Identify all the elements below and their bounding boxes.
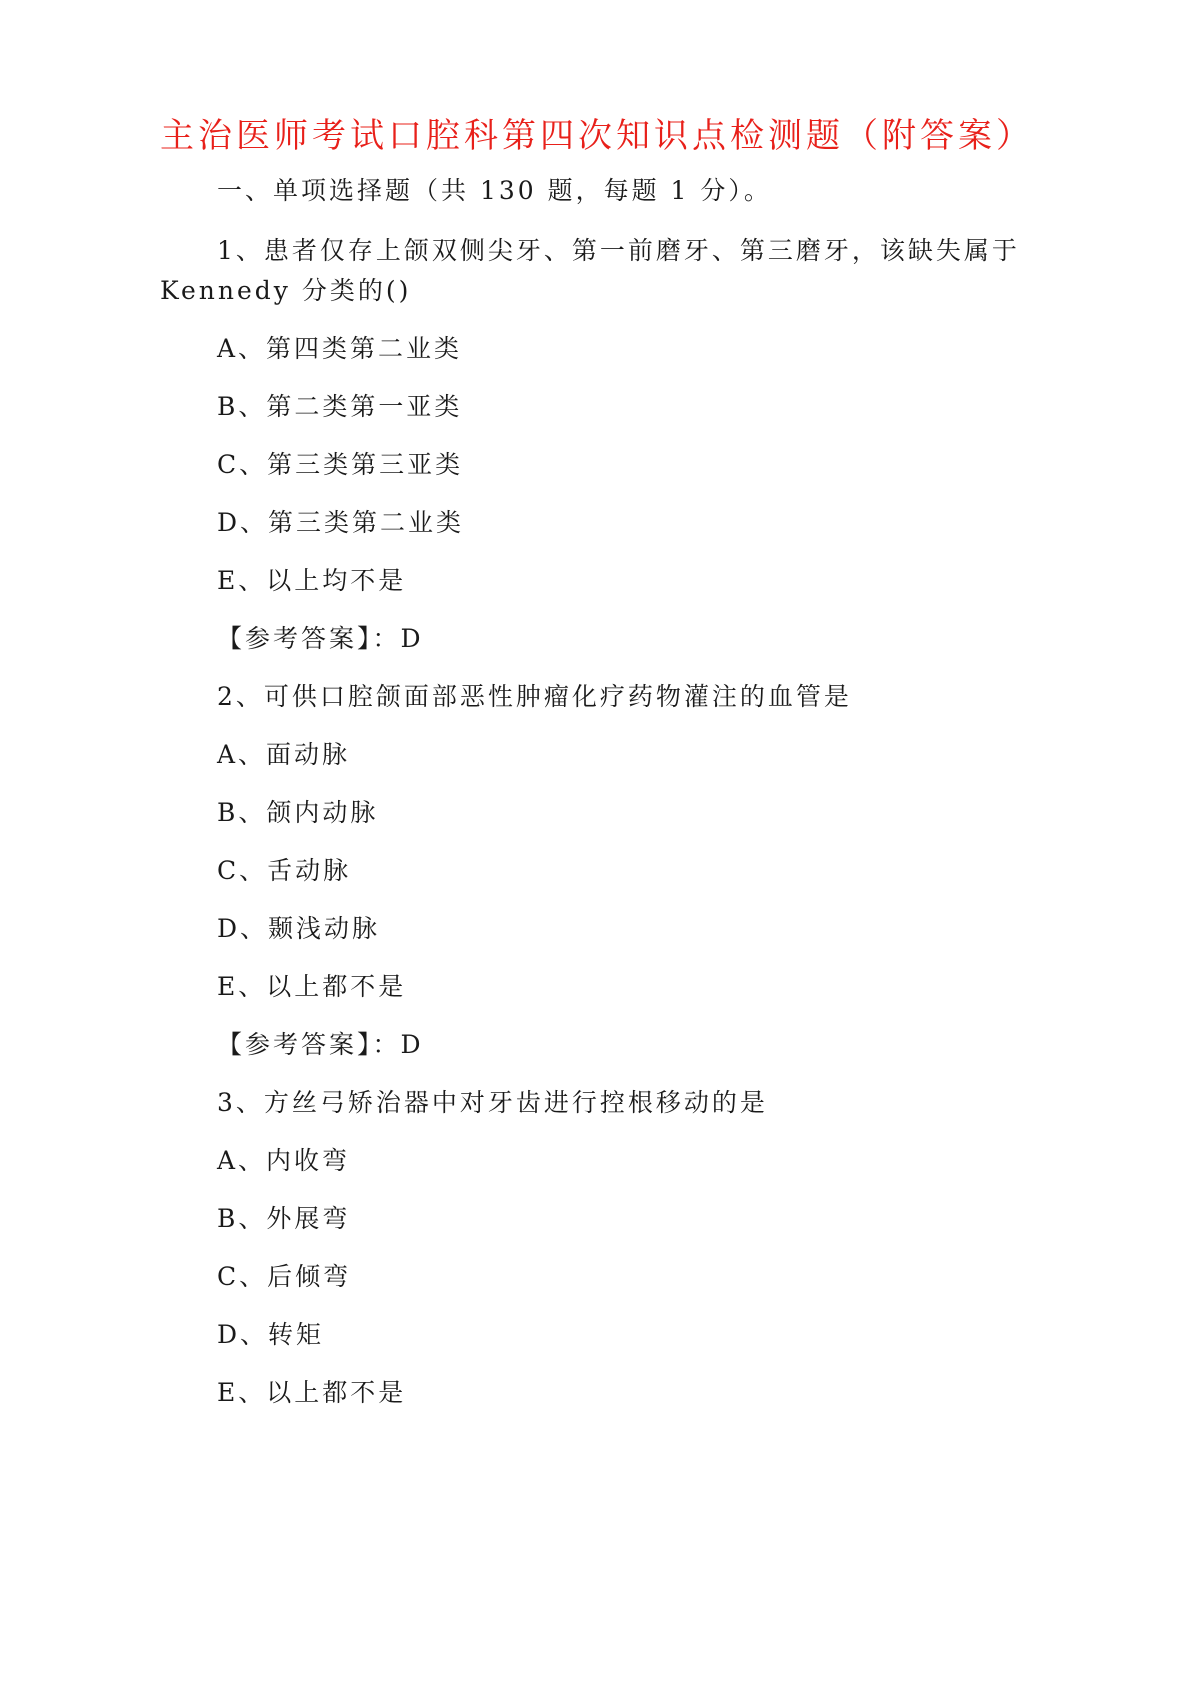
question-2-option-c: C、舌动脉 [217,856,352,885]
question-2-option-d: D、颞浅动脉 [217,914,381,943]
question-2-option-a: A、面动脉 [217,740,351,769]
question-3-option-d: D、转矩 [217,1320,325,1349]
question-1-answer: 【参考答案】：D [217,624,424,653]
question-3-option-b: B、外展弯 [217,1204,351,1233]
question-3-option-c: C、后倾弯 [217,1262,352,1291]
question-2-answer: 【参考答案】：D [217,1030,424,1059]
document-title: 主治医师考试口腔科第四次知识点检测题（附答案） [160,116,1034,156]
question-3-option-a: A、内收弯 [217,1146,351,1175]
question-1-option-d: D、第三类第二业类 [217,508,465,537]
question-1-option-b: B、第二类第一亚类 [217,392,463,421]
question-3-option-e: E、以上都不是 [217,1378,407,1407]
question-1-stem-line1: 1、患者仅存上颌双侧尖牙、第一前磨牙、第三磨牙，该缺失属于 [217,236,1020,265]
question-1-stem-line2: Kennedy 分类的() [160,276,412,305]
question-2-option-e: E、以上都不是 [217,972,407,1001]
question-2-option-b: B、颌内动脉 [217,798,379,827]
question-2-stem: 2、可供口腔颌面部恶性肿瘤化疗药物灌注的血管是 [217,682,852,711]
question-1-option-e: E、以上均不是 [217,566,407,595]
section-heading: 一、单项选择题（共 130 题，每题 1 分）。 [217,176,772,205]
question-1-option-c: C、第三类第三亚类 [217,450,464,479]
question-3-stem: 3、方丝弓矫治器中对牙齿进行控根移动的是 [217,1088,768,1117]
question-1-option-a: A、第四类第二业类 [217,334,463,363]
